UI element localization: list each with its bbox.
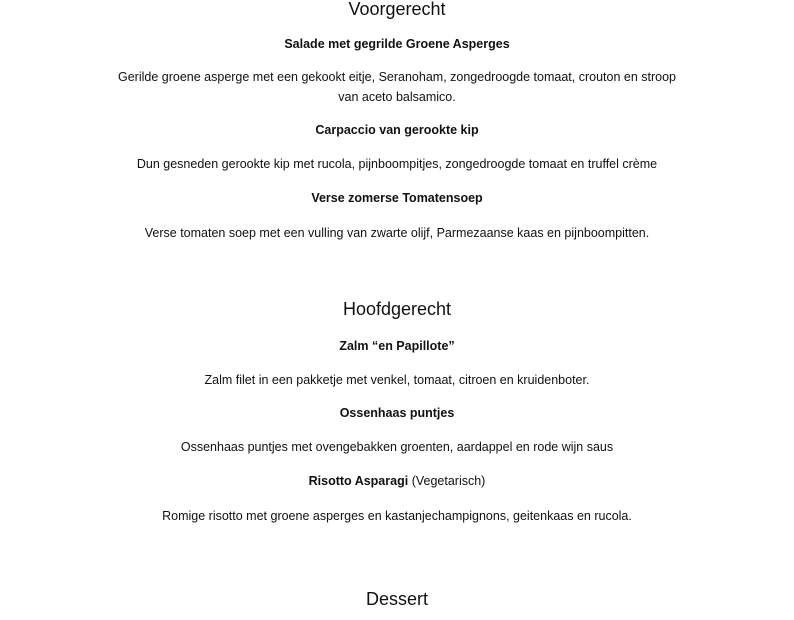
section-heading-dessert: Dessert xyxy=(365,589,428,609)
dish-title: Salade met gegrilde Groene Asperges xyxy=(284,37,510,51)
dish-diet-note: (Vegetarisch) xyxy=(411,474,486,488)
section-heading-hoofdgerecht: Hoofdgerecht xyxy=(342,299,452,319)
dish-title: Carpaccio van gerookte kip xyxy=(315,123,479,137)
dish-description: Gerilde groene asperge met een gekookt eitje, Seranoham, zongedroogde tomaat, crouton en stroop xyxy=(118,70,676,84)
dish-title: Ossenhaas puntjes xyxy=(339,406,455,420)
dish-title: Zalm “en Papillote” xyxy=(339,339,455,353)
dish-description: Verse tomaten soep met een vulling van zwarte olijf, Parmezaanse kaas en pijnboompitten. xyxy=(144,226,650,240)
dish-title: Risotto Asparagi xyxy=(308,474,409,488)
dish-title: Verse zomerse Tomatensoep xyxy=(311,191,483,205)
dish-description: Romige risotto met groene asperges en kastanjechampignons, geitenkaas en rucola. xyxy=(162,509,632,523)
dish-description: Ossenhaas puntjes met ovengebakken groenten, aardappel en rode wijn saus xyxy=(180,440,614,454)
section-heading-voorgerecht: Voorgerecht xyxy=(348,0,446,19)
dish-description: van aceto balsamico. xyxy=(338,90,456,104)
dish-description: Dun gesneden gerookte kip met rucola, pijnboompitjes, zongedroogde tomaat en truffel crème xyxy=(136,157,658,171)
dish-description: Zalm filet in een pakketje met venkel, tomaat, citroen en kruidenboter. xyxy=(204,373,590,387)
dish-title-with-note xyxy=(0,475,794,488)
